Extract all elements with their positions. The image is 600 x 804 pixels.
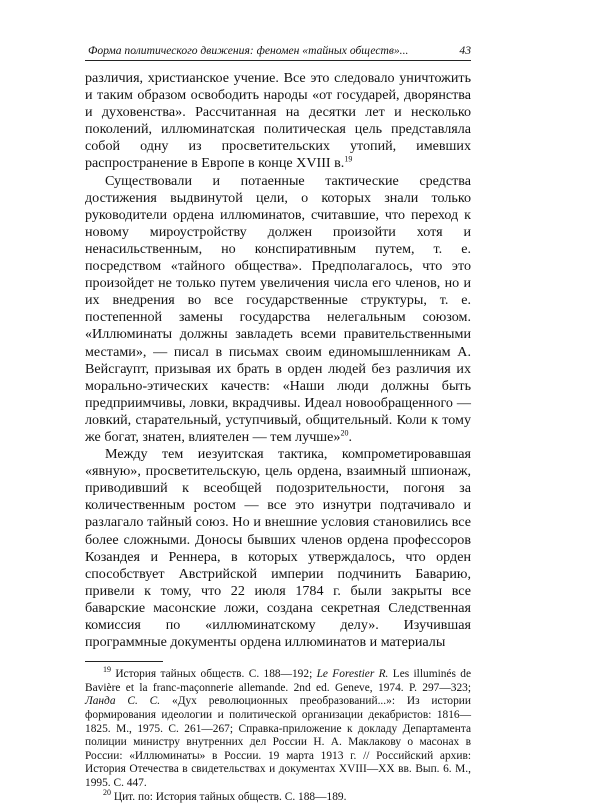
running-head-title: Форма политического движения: феномен «тайных обществ»...: [88, 44, 409, 57]
footnote-19: [85, 665, 471, 790]
footnote-19-part-c: «Дух революционных преобразований...»: Из истории формирования идеологии и политической организации декабристов: 1816—1825. М., 1975. С. 261—267; Справка-приложение к докладу Департамента полиции министру внутренних дел России Н. А. Маклакову о масонах в России: «Иллюминаты» в России. 19 марта 1913 г. // Российский архив: История Отечества в свидетельствах и документах XVIII—XX вв. Вып. 6. М., 1995. С. 447.: [85, 695, 471, 789]
footnote-20-text: Цит. по: История тайных обществ. С. 188—189.: [111, 790, 347, 803]
footnote-19-author-2: Ланда С. С.: [85, 695, 161, 708]
paragraph-2: [85, 173, 471, 447]
book-page: [85, 44, 471, 804]
paragraph-2-text: Существовали и потаенные тактические средства достижения выдвинутой цели, о которых знали только руководители ордена иллюминатов, считавшие, что переход к новому мироустройству должен произойти хотя и ненасильственным, но конспиративным путем, т. е. посредством «тайного общества». Предполагалось, что это произойдет не только путем увеличения числа его членов, но и их внедрения во все государственные структуры, т. е. постепенной замены государства нелегальным союзом. «Иллюминаты должны завладеть всеми правительственными местами», — писал в письмах своим единомышленникам А. Вейсгаупт, призывая их брать в орден людей без различия их морально-этических качеств: «Наши люди должны быть предприимчивы, ловки, вкрадчивы. Идеал новообращенного — ловкий, старательный, уступчивый, общительный. Коли к тому же богат, знатен, влиятелен — тем лучше»: [85, 172, 471, 445]
paragraph-2-end: .: [348, 428, 352, 445]
footnotes: [85, 665, 471, 804]
footnote-19-part-a: История тайных обществ. С. 188—192;: [111, 668, 317, 681]
footnote-19-number: 19: [103, 665, 111, 675]
footnote-20-number: 20: [103, 787, 111, 797]
footnote-20: [85, 787, 471, 804]
paragraph-3: [85, 446, 471, 651]
footnote-ref-20: 20: [340, 428, 349, 438]
paragraph-1: [85, 70, 471, 173]
main-text: [85, 70, 471, 651]
footnote-19-author-1: Le Forestier R.: [316, 668, 389, 681]
paragraph-3-text: Между тем иезуитская тактика, компрометировавшая «явную», просветительскую, цель ордена, взаимный шпионаж, приводивший к всеобщей подозрительности, погоня за количественным ростом — все это изнутри подтачивало и разлагало тайный союз. Но и внешние условия становились все более сложными. Доносы бывших членов ордена профессоров Козандея и Реннера, в которых утверждалось, что орден способствует Австрийской империи подчинить Баварию, привели к тому, что 22 июля 1784 г. были закрыты все баварские масонские ложи, создана секретная Следственная комиссия по «иллюминатскому делу». Изучившая программные документы ордена иллюминатов и материалы: [85, 446, 471, 651]
page-number: 43: [459, 44, 471, 57]
footnote-19-part-b: Les illuminés de Bavière et la franc-maçonnerie allemande. 2nd ed. Geneve, 1974. P. 297—323;: [85, 668, 471, 694]
paragraph-1-text: различия, христианское учение. Все это следовало уничтожить и таким образом освободить народы «от государей, дворянства и духовенства». Рассчитанная на десятки лет и несколько поколений, иллюминатская политическая цель представляла собой одну из просветительских утопий, имевших распространение в Европе в конце XVIII в.: [85, 70, 471, 172]
running-head: [85, 44, 471, 61]
footnote-divider: [85, 661, 163, 662]
footnote-ref-19: 19: [344, 154, 353, 164]
